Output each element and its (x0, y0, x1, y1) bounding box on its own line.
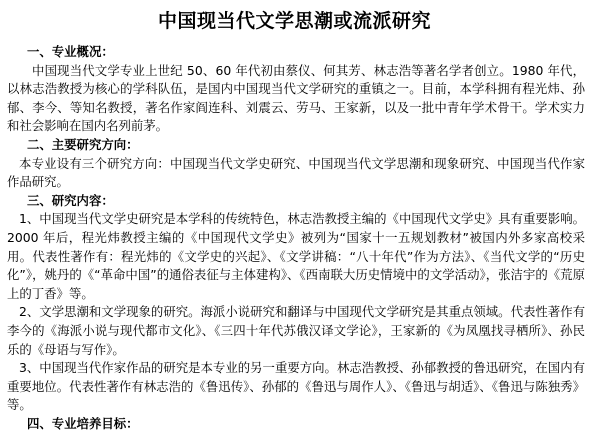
paragraph-author-works: 3、中国现当代作家作品的研究是本专业的另一重要方向。林志浩教授、孙郁教授的鲁迅研究，在国内有重要地位。代表性著作有林志浩的《鲁迅传》、孙郁的《鲁迅与周作人》、《鲁迅与胡适》、《鲁迅与陈独秀》等。 (7, 360, 585, 413)
document-title: 中国现当代文学思潮或流派研究 (157, 10, 431, 32)
document-body (7, 43, 585, 433)
paragraph-research-directions: 本专业设有三个研究方向：中国现当代文学史研究、中国现当代文学思潮和现象研究、中国现当代作家作品研究。 (7, 155, 585, 190)
section-heading-overview: 一、专业概况： (27, 44, 114, 59)
paragraph-literary-trends: 2、文学思潮和文学现象的研究。海派小说研究和翻译与中国现代文学研究是其重点领域。代表性著作有李今的《海派小说与现代都市文化》、《三四十年代苏俄汉译文学论》，王家新的《为凤凰找寻栖所》、孙民乐的《母语与写作》。 (7, 304, 585, 357)
paragraph-literary-history: 1、中国现当代文学史研究是本学科的传统特色，林志浩教授主编的《中国现代文学史》具有重要影响。2000 年后，程光炜教授主编的《中国现代文学史》被列为“国家十一五规划教材”被国内外多家高校采用。代表性著作有：程光炜的《文学史的兴起》、《文学讲稿：“八十年代”作为方法》、《当代文学的“历史化”》，姚丹的《“革命中国”的通俗表征与主体建构》、《西南联大历史情境中的文学活动》，张洁宇的《荒原上的丁香》等。 (7, 211, 585, 301)
section-heading-training-goals: 四、专业培养目标： (27, 415, 139, 431)
section-heading-research-directions: 二、主要研究方向： (27, 136, 139, 152)
section-heading-research-content: 三、研究内容： (27, 192, 114, 208)
paragraph-overview: 中国现当代文学专业上世纪 50、60 年代初由蔡仪、何其芳、林志浩等著名学者创立。1980 年代，以林志浩教授为核心的学科队伍，是国内中国现当代文学研究的重镇之一。目前，本学科拥有程光炜、孙郁、李今、等知名教授，著名作家阎连科、刘震云、劳马、王家新，以及一批中青年学术骨干。学术实力和社会影响在国内名列前茅。 (7, 62, 585, 134)
